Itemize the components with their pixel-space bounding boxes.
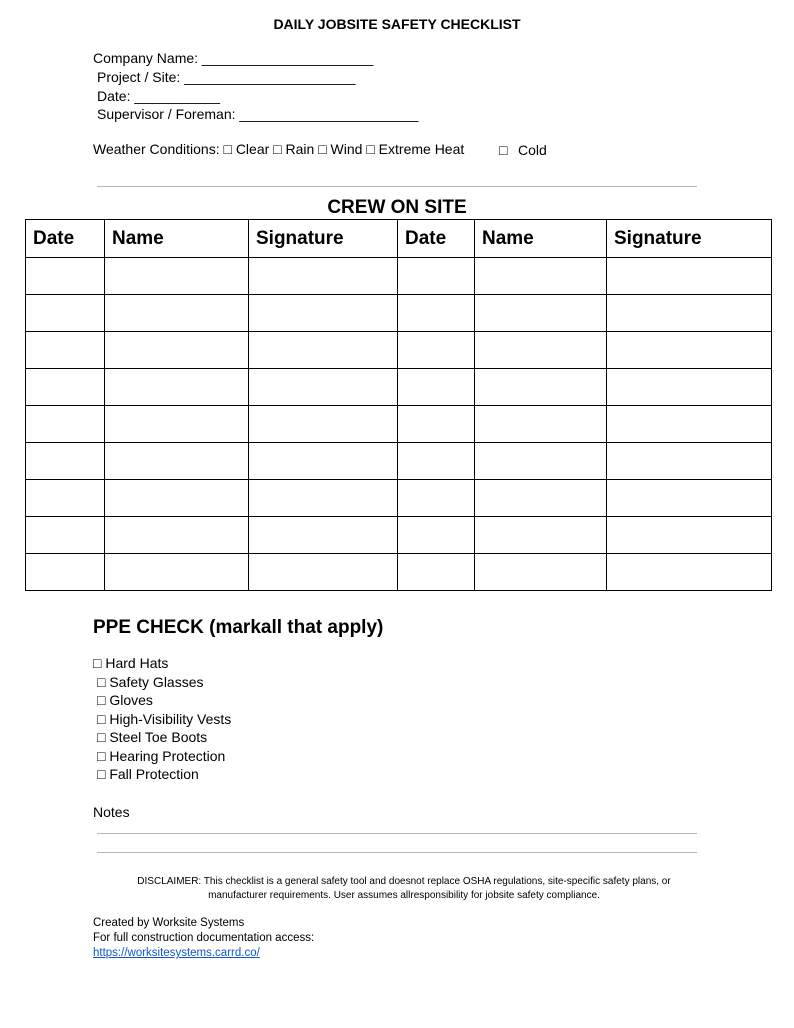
- crew-table-cell[interactable]: [26, 517, 105, 554]
- created-by: Created by Worksite Systems: [93, 917, 245, 929]
- crew-table-cell[interactable]: [249, 295, 398, 332]
- divider-line: [97, 186, 697, 187]
- disclaimer-line-1: DISCLAIMER: This checklist is a general safety tool and doesnot replace OSHA regulations, site-specific safety plans, or: [137, 876, 671, 887]
- crew-table-cell[interactable]: [607, 295, 772, 332]
- crew-table-cell[interactable]: [607, 258, 772, 295]
- crew-table-cell[interactable]: [105, 295, 249, 332]
- crew-table-cell[interactable]: [475, 480, 607, 517]
- crew-table-body: [26, 258, 772, 591]
- ppe-item-steel-toe-boots: □ Steel Toe Boots: [97, 729, 208, 745]
- crew-table-cell[interactable]: [398, 258, 475, 295]
- crew-table-cell[interactable]: [105, 369, 249, 406]
- crew-table-cell[interactable]: [475, 517, 607, 554]
- crew-table-cell[interactable]: [475, 554, 607, 591]
- crew-table-cell[interactable]: [105, 554, 249, 591]
- crew-table-cell[interactable]: [26, 406, 105, 443]
- crew-table-row: [26, 517, 772, 554]
- footer: [93, 916, 314, 961]
- crew-table-cell[interactable]: [475, 258, 607, 295]
- crew-table-row: [26, 258, 772, 295]
- company-name-field: Company Name: ______________________: [93, 50, 374, 66]
- crew-table-cell[interactable]: [475, 369, 607, 406]
- crew-table-cell[interactable]: [607, 554, 772, 591]
- supervisor-field: Supervisor / Foreman: _______________________: [97, 106, 419, 122]
- crew-table-cell[interactable]: [398, 369, 475, 406]
- crew-table-cell[interactable]: [475, 443, 607, 480]
- crew-table-cell[interactable]: [105, 443, 249, 480]
- ppe-item-hearing-protection: □ Hearing Protection: [97, 747, 226, 764]
- crew-table-cell[interactable]: [607, 332, 772, 369]
- crew-table-cell[interactable]: [26, 443, 105, 480]
- website-link[interactable]: https://worksitesystems.carrd.co/: [93, 947, 260, 959]
- ppe-item-hard-hats: □ Hard Hats: [93, 655, 169, 671]
- crew-table-cell[interactable]: [398, 406, 475, 443]
- crew-table-cell[interactable]: [475, 332, 607, 369]
- crew-table-cell[interactable]: [249, 443, 398, 480]
- crew-table-cell[interactable]: [26, 258, 105, 295]
- crew-table-cell[interactable]: [607, 443, 772, 480]
- crew-table-cell[interactable]: [475, 295, 607, 332]
- crew-table-cell[interactable]: [607, 480, 772, 517]
- ppe-item-safety-glasses: □ Safety Glasses: [97, 673, 204, 690]
- crew-table-cell[interactable]: [398, 554, 475, 591]
- crew-table-row: [26, 480, 772, 517]
- header-signature-1: Signature: [249, 220, 398, 258]
- ppe-section-title: PPE CHECK (markall that apply): [93, 617, 384, 638]
- header-name-2: Name: [475, 220, 607, 258]
- page-title: DAILY JOBSITE SAFETY CHECKLIST: [273, 16, 521, 32]
- crew-table-cell[interactable]: [26, 480, 105, 517]
- crew-table-cell[interactable]: [249, 258, 398, 295]
- cold-label: Cold: [518, 142, 547, 158]
- crew-table-cell[interactable]: [398, 443, 475, 480]
- ppe-item-hi-vis-vests: □ High-Visibility Vests: [97, 710, 232, 727]
- crew-table-header: [26, 220, 772, 258]
- disclaimer: [0, 875, 794, 903]
- header-date-2: Date: [398, 220, 475, 258]
- crew-table-row: [26, 554, 772, 591]
- crew-table-cell[interactable]: [398, 332, 475, 369]
- crew-table: [25, 219, 772, 591]
- crew-table-row: [26, 369, 772, 406]
- crew-table-cell[interactable]: [249, 517, 398, 554]
- crew-table-cell[interactable]: [26, 369, 105, 406]
- crew-table-cell[interactable]: [249, 554, 398, 591]
- crew-table-cell[interactable]: [105, 517, 249, 554]
- crew-table-cell[interactable]: [26, 295, 105, 332]
- crew-table-row: [26, 295, 772, 332]
- crew-table-row: [26, 332, 772, 369]
- notes-line-1: [97, 833, 697, 834]
- disclaimer-line-2: manufacturer requirements. User assumes allresponsibility for jobsite safety compliance.: [208, 890, 600, 901]
- crew-table-cell[interactable]: [249, 480, 398, 517]
- ppe-item-gloves: □ Gloves: [97, 692, 153, 708]
- crew-table-cell[interactable]: [607, 406, 772, 443]
- date-field: Date: ___________: [97, 88, 220, 104]
- weather-conditions: Weather Conditions: □ Clear □ Rain □ Wind □ Extreme Heat: [93, 141, 465, 157]
- header-name-1: Name: [105, 220, 249, 258]
- crew-table-cell[interactable]: [26, 554, 105, 591]
- access-text: For full construction documentation access:: [93, 932, 315, 944]
- crew-table-cell[interactable]: [398, 480, 475, 517]
- crew-table-cell[interactable]: [398, 295, 475, 332]
- header-signature-2: Signature: [607, 220, 772, 258]
- crew-table-cell[interactable]: [249, 406, 398, 443]
- crew-table-cell[interactable]: [105, 480, 249, 517]
- crew-table-row: [26, 443, 772, 480]
- crew-table-cell[interactable]: [607, 517, 772, 554]
- ppe-checklist: [93, 654, 231, 784]
- crew-table-cell[interactable]: [398, 517, 475, 554]
- notes-label: Notes: [93, 804, 130, 820]
- header-date-1: Date: [26, 220, 105, 258]
- crew-table-cell[interactable]: [105, 258, 249, 295]
- crew-table-cell[interactable]: [26, 332, 105, 369]
- crew-table-row: [26, 406, 772, 443]
- crew-section-title: CREW ON SITE: [327, 197, 467, 218]
- notes-line-2: [97, 852, 697, 853]
- project-site-field: Project / Site: ______________________: [97, 69, 356, 85]
- crew-table-cell[interactable]: [249, 369, 398, 406]
- crew-table-cell[interactable]: [607, 369, 772, 406]
- crew-table-cell[interactable]: [249, 332, 398, 369]
- crew-table-cell[interactable]: [105, 332, 249, 369]
- crew-table-cell[interactable]: [475, 406, 607, 443]
- ppe-item-fall-protection: □ Fall Protection: [97, 766, 199, 782]
- crew-table-cell[interactable]: [105, 406, 249, 443]
- cold-checkbox: □: [499, 142, 508, 158]
